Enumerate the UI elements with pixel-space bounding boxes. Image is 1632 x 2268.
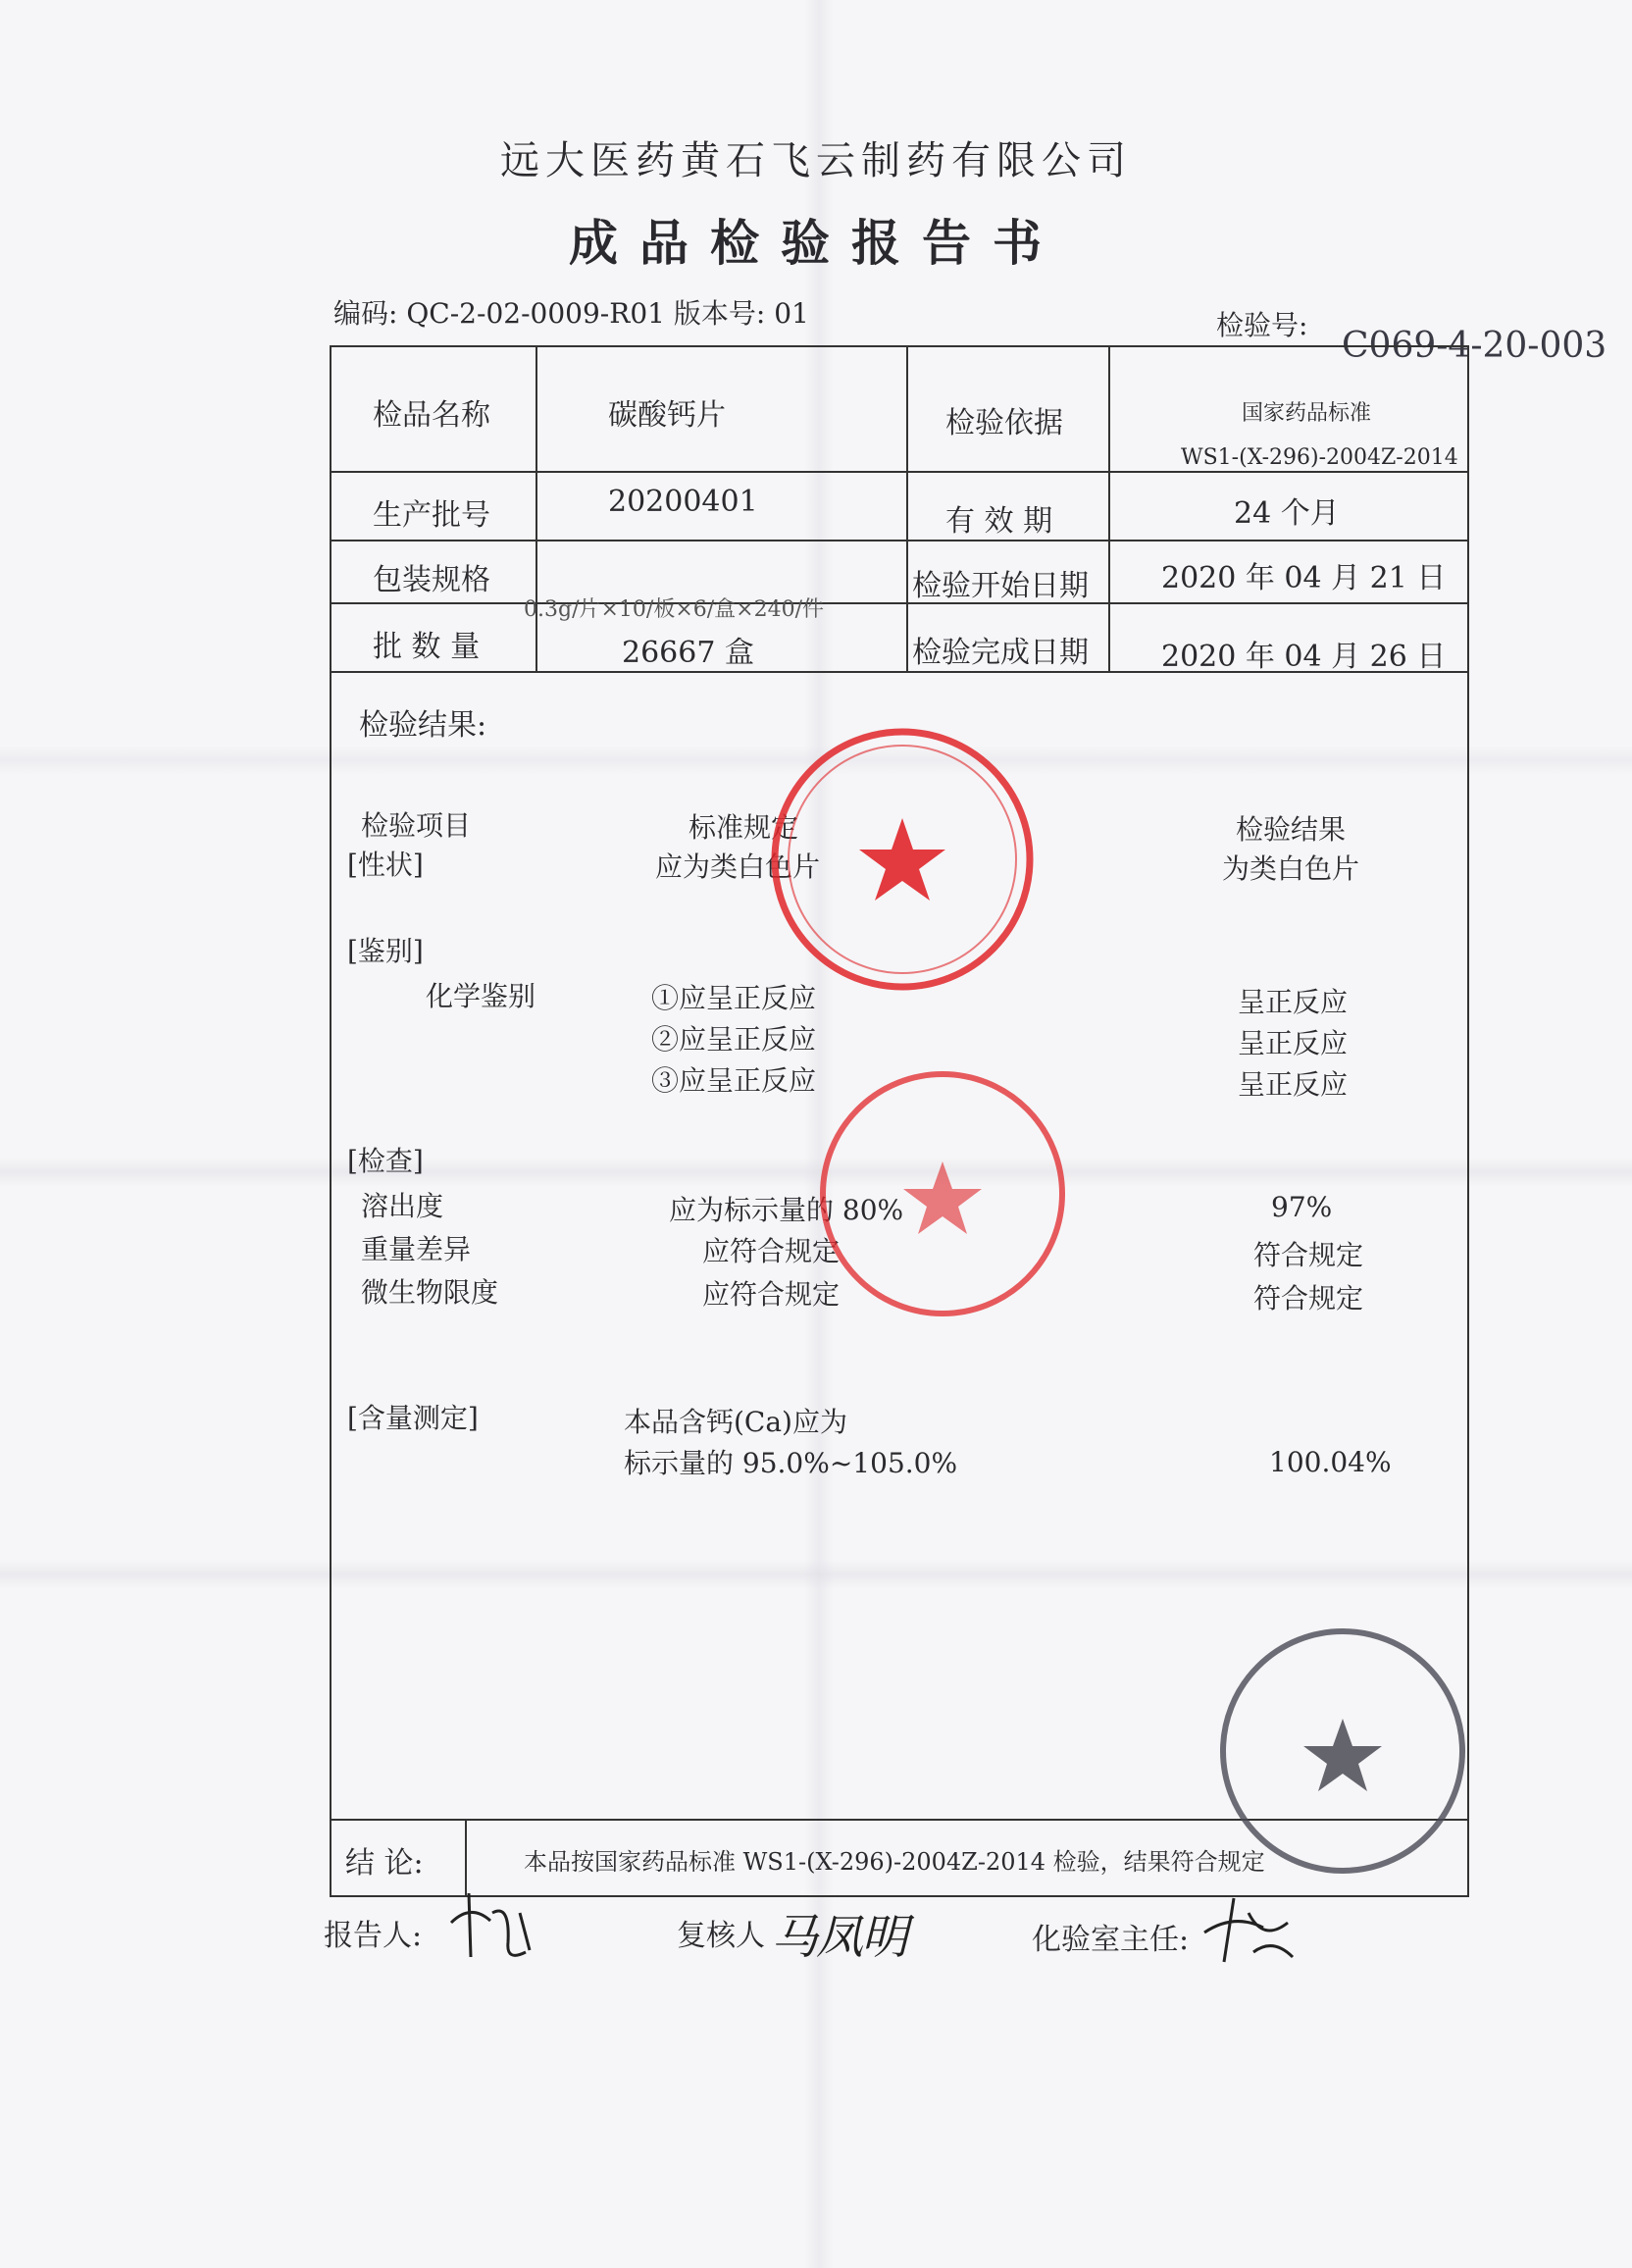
- inspection-number-value: C069-4-20-003: [1342, 326, 1607, 366]
- company-name: 远大医药黄石飞云制药有限公司: [500, 138, 1132, 183]
- row-divider: [332, 471, 1467, 473]
- validity-value: 24 个月: [1234, 496, 1340, 531]
- column-divider: [1108, 347, 1110, 671]
- column-divider: [906, 347, 908, 671]
- identification-result-1: 呈正反应: [1238, 986, 1349, 1018]
- assay-standard-line2: 标示量的 95.0%~105.0%: [624, 1447, 958, 1479]
- product-approval-seal: [745, 702, 1059, 1016]
- appearance-standard: 应为类白色片: [655, 850, 821, 883]
- identification-standard-3: ③应呈正反应: [651, 1064, 817, 1097]
- conclusion-label: 结 论:: [345, 1846, 424, 1881]
- check-result-3: 符合规定: [1253, 1282, 1364, 1314]
- column-item-header: 检验项目: [361, 809, 472, 842]
- quality-assurance-seal: [800, 1052, 1085, 1336]
- batch-value: 20200401: [608, 485, 758, 519]
- basis-label: 检验依据: [945, 406, 1063, 440]
- appearance-result: 为类白色片: [1222, 852, 1360, 885]
- check-standard-2: 应符合规定: [702, 1235, 841, 1267]
- end-date-label: 检验完成日期: [912, 636, 1089, 670]
- check-item-3: 微生物限度: [361, 1276, 499, 1309]
- package-label: 包装规格: [373, 563, 490, 597]
- inspection-seal: [1200, 1609, 1485, 1893]
- check-result-1: 97%: [1271, 1191, 1333, 1223]
- check-standard-1: 应为标示量的 80%: [669, 1194, 904, 1226]
- basis-line2: WS1-(X-296)-2004Z-2014: [1181, 445, 1458, 470]
- row-divider: [332, 540, 1467, 541]
- column-standard-header: 标准规定: [688, 811, 799, 844]
- assay-standard-line1: 本品含钙(Ca)应为: [624, 1406, 847, 1438]
- identification-result-3: 呈正反应: [1238, 1068, 1349, 1101]
- assay-result: 100.04%: [1269, 1446, 1392, 1478]
- row-divider: [332, 602, 1467, 604]
- reporter-label: 报告人:: [324, 1919, 423, 1953]
- identification-standard-1: ①应呈正反应: [651, 982, 817, 1014]
- identification-standard-2: ②应呈正反应: [651, 1023, 817, 1056]
- report-title: 成品检验报告书: [569, 214, 1063, 272]
- inspection-number-label: 检验号:: [1216, 309, 1308, 341]
- basis-line1: 国家药品标准: [1242, 401, 1372, 426]
- appearance-label: [性状]: [347, 849, 424, 881]
- start-date-label: 检验开始日期: [912, 569, 1089, 603]
- end-date-value: 2020 年 04 月 26 日: [1161, 640, 1447, 674]
- check-result-2: 符合规定: [1253, 1239, 1364, 1271]
- identification-result-2: 呈正反应: [1238, 1027, 1349, 1059]
- reviewer-signature: 马凤明: [771, 1910, 907, 1965]
- validity-label: 有 效 期: [945, 504, 1053, 539]
- reviewer-label: 复核人: [677, 1919, 765, 1953]
- check-label: [检查]: [347, 1145, 424, 1177]
- product-name-value: 碳酸钙片: [608, 398, 726, 433]
- quantity-label: 批 数 量: [373, 630, 481, 664]
- package-value: 0.3g/片×10/板×6/盒×240/件: [524, 597, 825, 622]
- document-code: 编码: QC-2-02-0009-R01 版本号: 01: [333, 297, 809, 330]
- lab-director-signature: [1195, 1883, 1302, 1972]
- start-date-value: 2020 年 04 月 21 日: [1161, 561, 1447, 595]
- lab-director-label: 化验室主任:: [1032, 1923, 1190, 1957]
- reporter-signature: [432, 1883, 549, 1972]
- quantity-value: 26667 盒: [622, 636, 754, 670]
- column-result-header: 检验结果: [1236, 813, 1347, 846]
- batch-label: 生产批号: [373, 498, 490, 533]
- check-item-2: 重量差异: [361, 1233, 472, 1265]
- identification-label: [鉴别]: [347, 935, 424, 967]
- product-name-label: 检品名称: [373, 398, 490, 433]
- results-heading: 检验结果:: [359, 708, 487, 743]
- check-standard-3: 应符合规定: [702, 1278, 841, 1311]
- conclusion-text: 本品按国家药品标准 WS1-(X-296)-2004Z-2014 检验，结果符合规定: [524, 1848, 1265, 1876]
- chemical-identification: 化学鉴别: [426, 980, 536, 1012]
- assay-label: [含量测定]: [347, 1402, 479, 1434]
- check-item-1: 溶出度: [361, 1190, 444, 1222]
